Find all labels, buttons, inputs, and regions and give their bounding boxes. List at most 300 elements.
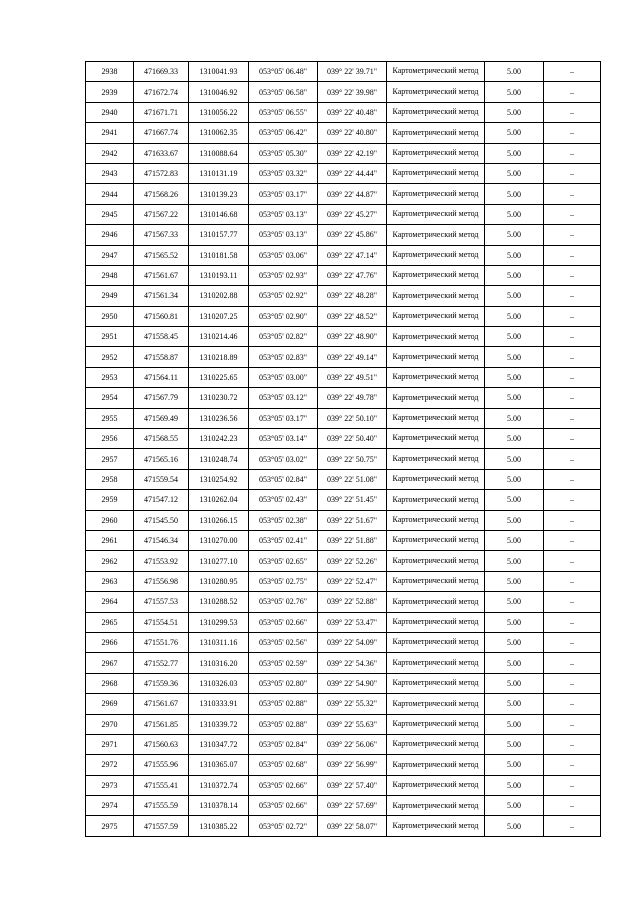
method-cell: Картометрический метод xyxy=(387,408,485,428)
x-coordinate-cell: 471561.85 xyxy=(134,714,189,734)
note-cell: – xyxy=(544,775,601,795)
x-coordinate-cell: 471560.63 xyxy=(134,734,189,754)
y-coordinate-cell: 1310365.07 xyxy=(189,755,249,775)
method-cell: Картометрический метод xyxy=(387,673,485,693)
longitude-cell: 039° 22' 50.40" xyxy=(318,429,387,449)
longitude-cell: 039° 22' 56.06" xyxy=(318,734,387,754)
longitude-cell: 039° 22' 40.48" xyxy=(318,102,387,122)
x-coordinate-cell: 471558.87 xyxy=(134,347,189,367)
accuracy-cell: 5.00 xyxy=(485,694,544,714)
x-coordinate-cell: 471561.34 xyxy=(134,286,189,306)
latitude-cell: 053°05' 06.42" xyxy=(249,123,318,143)
y-coordinate-cell: 1310146.68 xyxy=(189,204,249,224)
note-cell: – xyxy=(544,429,601,449)
accuracy-cell: 5.00 xyxy=(485,265,544,285)
x-coordinate-cell: 471567.79 xyxy=(134,388,189,408)
longitude-cell: 039° 22' 52.26" xyxy=(318,551,387,571)
y-coordinate-cell: 1310131.19 xyxy=(189,163,249,183)
point-number-cell: 2969 xyxy=(86,694,134,714)
longitude-cell: 039° 22' 39.98" xyxy=(318,82,387,102)
y-coordinate-cell: 1310266.15 xyxy=(189,510,249,530)
x-coordinate-cell: 471554.51 xyxy=(134,612,189,632)
longitude-cell: 039° 22' 45.86" xyxy=(318,225,387,245)
latitude-cell: 053°05' 02.92" xyxy=(249,286,318,306)
point-number-cell: 2949 xyxy=(86,286,134,306)
table-row xyxy=(86,796,601,816)
y-coordinate-cell: 1310214.46 xyxy=(189,327,249,347)
longitude-cell: 039° 22' 58.07" xyxy=(318,816,387,836)
accuracy-cell: 5.00 xyxy=(485,225,544,245)
note-cell: – xyxy=(544,796,601,816)
table-row xyxy=(86,571,601,591)
y-coordinate-cell: 1310041.93 xyxy=(189,62,249,82)
note-cell: – xyxy=(544,592,601,612)
point-number-cell: 2952 xyxy=(86,347,134,367)
table-row xyxy=(86,510,601,530)
note-cell: – xyxy=(544,408,601,428)
longitude-cell: 039° 22' 51.45" xyxy=(318,490,387,510)
method-cell: Картометрический метод xyxy=(387,592,485,612)
accuracy-cell: 5.00 xyxy=(485,571,544,591)
x-coordinate-cell: 471555.41 xyxy=(134,775,189,795)
point-number-cell: 2975 xyxy=(86,816,134,836)
longitude-cell: 039° 22' 54.09" xyxy=(318,632,387,652)
method-cell: Картометрический метод xyxy=(387,714,485,734)
note-cell: – xyxy=(544,102,601,122)
accuracy-cell: 5.00 xyxy=(485,388,544,408)
method-cell: Картометрический метод xyxy=(387,469,485,489)
y-coordinate-cell: 1310242.23 xyxy=(189,429,249,449)
longitude-cell: 039° 22' 49.78" xyxy=(318,388,387,408)
latitude-cell: 053°05' 03.17" xyxy=(249,408,318,428)
accuracy-cell: 5.00 xyxy=(485,306,544,326)
note-cell: – xyxy=(544,755,601,775)
x-coordinate-cell: 471561.67 xyxy=(134,694,189,714)
note-cell: – xyxy=(544,367,601,387)
note-cell: – xyxy=(544,327,601,347)
x-coordinate-cell: 471551.76 xyxy=(134,632,189,652)
note-cell: – xyxy=(544,306,601,326)
point-number-cell: 2950 xyxy=(86,306,134,326)
latitude-cell: 053°05' 02.41" xyxy=(249,530,318,550)
table-row xyxy=(86,816,601,836)
note-cell: – xyxy=(544,184,601,204)
longitude-cell: 039° 22' 50.75" xyxy=(318,449,387,469)
latitude-cell: 053°05' 02.88" xyxy=(249,714,318,734)
latitude-cell: 053°05' 02.66" xyxy=(249,612,318,632)
method-cell: Картометрический метод xyxy=(387,551,485,571)
point-number-cell: 2958 xyxy=(86,469,134,489)
point-number-cell: 2938 xyxy=(86,62,134,82)
y-coordinate-cell: 1310339.72 xyxy=(189,714,249,734)
table-row xyxy=(86,225,601,245)
latitude-cell: 053°05' 02.43" xyxy=(249,490,318,510)
method-cell: Картометрический метод xyxy=(387,367,485,387)
method-cell: Картометрический метод xyxy=(387,123,485,143)
method-cell: Картометрический метод xyxy=(387,102,485,122)
y-coordinate-cell: 1310046.92 xyxy=(189,82,249,102)
x-coordinate-cell: 471547.12 xyxy=(134,490,189,510)
x-coordinate-cell: 471555.96 xyxy=(134,755,189,775)
point-number-cell: 2953 xyxy=(86,367,134,387)
longitude-cell: 039° 22' 54.36" xyxy=(318,653,387,673)
y-coordinate-cell: 1310062.35 xyxy=(189,123,249,143)
point-number-cell: 2971 xyxy=(86,734,134,754)
longitude-cell: 039° 22' 40.80" xyxy=(318,123,387,143)
coordinates-table xyxy=(85,61,601,837)
y-coordinate-cell: 1310139.23 xyxy=(189,184,249,204)
method-cell: Картометрический метод xyxy=(387,265,485,285)
x-coordinate-cell: 471552.77 xyxy=(134,653,189,673)
x-coordinate-cell: 471560.81 xyxy=(134,306,189,326)
point-number-cell: 2939 xyxy=(86,82,134,102)
note-cell: – xyxy=(544,816,601,836)
latitude-cell: 053°05' 02.75" xyxy=(249,571,318,591)
accuracy-cell: 5.00 xyxy=(485,734,544,754)
table-row xyxy=(86,490,601,510)
accuracy-cell: 5.00 xyxy=(485,775,544,795)
note-cell: – xyxy=(544,469,601,489)
longitude-cell: 039° 22' 47.14" xyxy=(318,245,387,265)
latitude-cell: 053°05' 03.06" xyxy=(249,245,318,265)
y-coordinate-cell: 1310262.04 xyxy=(189,490,249,510)
longitude-cell: 039° 22' 53.47" xyxy=(318,612,387,632)
note-cell: – xyxy=(544,734,601,754)
x-coordinate-cell: 471572.83 xyxy=(134,163,189,183)
point-number-cell: 2943 xyxy=(86,163,134,183)
note-cell: – xyxy=(544,653,601,673)
point-number-cell: 2970 xyxy=(86,714,134,734)
point-number-cell: 2956 xyxy=(86,429,134,449)
y-coordinate-cell: 1310088.64 xyxy=(189,143,249,163)
accuracy-cell: 5.00 xyxy=(485,367,544,387)
accuracy-cell: 5.00 xyxy=(485,449,544,469)
method-cell: Картометрический метод xyxy=(387,490,485,510)
method-cell: Картометрический метод xyxy=(387,694,485,714)
method-cell: Картометрический метод xyxy=(387,775,485,795)
y-coordinate-cell: 1310225.65 xyxy=(189,367,249,387)
table-row xyxy=(86,204,601,224)
x-coordinate-cell: 471569.49 xyxy=(134,408,189,428)
longitude-cell: 039° 22' 44.44" xyxy=(318,163,387,183)
x-coordinate-cell: 471565.16 xyxy=(134,449,189,469)
latitude-cell: 053°05' 03.13" xyxy=(249,225,318,245)
accuracy-cell: 5.00 xyxy=(485,632,544,652)
x-coordinate-cell: 471567.33 xyxy=(134,225,189,245)
method-cell: Картометрический метод xyxy=(387,530,485,550)
latitude-cell: 053°05' 02.82" xyxy=(249,327,318,347)
longitude-cell: 039° 22' 49.51" xyxy=(318,367,387,387)
note-cell: – xyxy=(544,265,601,285)
method-cell: Картометрический метод xyxy=(387,632,485,652)
x-coordinate-cell: 471546.34 xyxy=(134,530,189,550)
point-number-cell: 2957 xyxy=(86,449,134,469)
method-cell: Картометрический метод xyxy=(387,62,485,82)
method-cell: Картометрический метод xyxy=(387,449,485,469)
y-coordinate-cell: 1310207.25 xyxy=(189,306,249,326)
y-coordinate-cell: 1310385.22 xyxy=(189,816,249,836)
y-coordinate-cell: 1310056.22 xyxy=(189,102,249,122)
table-row xyxy=(86,469,601,489)
x-coordinate-cell: 471553.92 xyxy=(134,551,189,571)
y-coordinate-cell: 1310157.77 xyxy=(189,225,249,245)
x-coordinate-cell: 471545.50 xyxy=(134,510,189,530)
point-number-cell: 2955 xyxy=(86,408,134,428)
x-coordinate-cell: 471559.36 xyxy=(134,673,189,693)
y-coordinate-cell: 1310218.89 xyxy=(189,347,249,367)
point-number-cell: 2972 xyxy=(86,755,134,775)
point-number-cell: 2947 xyxy=(86,245,134,265)
y-coordinate-cell: 1310230.72 xyxy=(189,388,249,408)
latitude-cell: 053°05' 03.13" xyxy=(249,204,318,224)
x-coordinate-cell: 471557.53 xyxy=(134,592,189,612)
accuracy-cell: 5.00 xyxy=(485,82,544,102)
table-row xyxy=(86,388,601,408)
longitude-cell: 039° 22' 57.40" xyxy=(318,775,387,795)
longitude-cell: 039° 22' 55.32" xyxy=(318,694,387,714)
point-number-cell: 2965 xyxy=(86,612,134,632)
note-cell: – xyxy=(544,204,601,224)
method-cell: Картометрический метод xyxy=(387,306,485,326)
longitude-cell: 039° 22' 51.08" xyxy=(318,469,387,489)
table-row xyxy=(86,367,601,387)
y-coordinate-cell: 1310280.95 xyxy=(189,571,249,591)
y-coordinate-cell: 1310202.88 xyxy=(189,286,249,306)
note-cell: – xyxy=(544,694,601,714)
method-cell: Картометрический метод xyxy=(387,755,485,775)
method-cell: Картометрический метод xyxy=(387,388,485,408)
method-cell: Картометрический метод xyxy=(387,163,485,183)
table-row xyxy=(86,62,601,82)
accuracy-cell: 5.00 xyxy=(485,673,544,693)
table-row xyxy=(86,163,601,183)
latitude-cell: 053°05' 02.38" xyxy=(249,510,318,530)
note-cell: – xyxy=(544,490,601,510)
point-number-cell: 2951 xyxy=(86,327,134,347)
method-cell: Картометрический метод xyxy=(387,225,485,245)
method-cell: Картометрический метод xyxy=(387,286,485,306)
point-number-cell: 2959 xyxy=(86,490,134,510)
point-number-cell: 2963 xyxy=(86,571,134,591)
table-row xyxy=(86,694,601,714)
accuracy-cell: 5.00 xyxy=(485,510,544,530)
longitude-cell: 039° 22' 52.47" xyxy=(318,571,387,591)
note-cell: – xyxy=(544,163,601,183)
method-cell: Картометрический метод xyxy=(387,816,485,836)
y-coordinate-cell: 1310254.92 xyxy=(189,469,249,489)
y-coordinate-cell: 1310236.56 xyxy=(189,408,249,428)
accuracy-cell: 5.00 xyxy=(485,184,544,204)
y-coordinate-cell: 1310193.11 xyxy=(189,265,249,285)
table-row xyxy=(86,286,601,306)
longitude-cell: 039° 22' 45.27" xyxy=(318,204,387,224)
point-number-cell: 2945 xyxy=(86,204,134,224)
point-number-cell: 2968 xyxy=(86,673,134,693)
latitude-cell: 053°05' 02.84" xyxy=(249,734,318,754)
latitude-cell: 053°05' 02.66" xyxy=(249,796,318,816)
longitude-cell: 039° 22' 44.87" xyxy=(318,184,387,204)
table-row xyxy=(86,327,601,347)
longitude-cell: 039° 22' 54.90" xyxy=(318,673,387,693)
longitude-cell: 039° 22' 52.88" xyxy=(318,592,387,612)
latitude-cell: 053°05' 02.56" xyxy=(249,632,318,652)
accuracy-cell: 5.00 xyxy=(485,530,544,550)
table-row xyxy=(86,734,601,754)
x-coordinate-cell: 471564.11 xyxy=(134,367,189,387)
accuracy-cell: 5.00 xyxy=(485,612,544,632)
y-coordinate-cell: 1310248.74 xyxy=(189,449,249,469)
note-cell: – xyxy=(544,225,601,245)
longitude-cell: 039° 22' 56.99" xyxy=(318,755,387,775)
x-coordinate-cell: 471672.74 xyxy=(134,82,189,102)
latitude-cell: 053°05' 06.48" xyxy=(249,62,318,82)
x-coordinate-cell: 471558.45 xyxy=(134,327,189,347)
y-coordinate-cell: 1310316.20 xyxy=(189,653,249,673)
latitude-cell: 053°05' 03.12" xyxy=(249,388,318,408)
x-coordinate-cell: 471561.67 xyxy=(134,265,189,285)
method-cell: Картометрический метод xyxy=(387,82,485,102)
point-number-cell: 2962 xyxy=(86,551,134,571)
longitude-cell: 039° 22' 39.71" xyxy=(318,62,387,82)
longitude-cell: 039° 22' 57.69" xyxy=(318,796,387,816)
note-cell: – xyxy=(544,82,601,102)
table-row xyxy=(86,449,601,469)
table-row xyxy=(86,530,601,550)
accuracy-cell: 5.00 xyxy=(485,286,544,306)
accuracy-cell: 5.00 xyxy=(485,816,544,836)
point-number-cell: 2940 xyxy=(86,102,134,122)
method-cell: Картометрический метод xyxy=(387,143,485,163)
x-coordinate-cell: 471565.52 xyxy=(134,245,189,265)
latitude-cell: 053°05' 02.65" xyxy=(249,551,318,571)
table-row xyxy=(86,755,601,775)
latitude-cell: 053°05' 02.68" xyxy=(249,755,318,775)
latitude-cell: 053°05' 02.66" xyxy=(249,775,318,795)
point-number-cell: 2974 xyxy=(86,796,134,816)
point-number-cell: 2944 xyxy=(86,184,134,204)
y-coordinate-cell: 1310288.52 xyxy=(189,592,249,612)
method-cell: Картометрический метод xyxy=(387,734,485,754)
table-row xyxy=(86,245,601,265)
accuracy-cell: 5.00 xyxy=(485,551,544,571)
point-number-cell: 2964 xyxy=(86,592,134,612)
table-row xyxy=(86,612,601,632)
longitude-cell: 039° 22' 51.67" xyxy=(318,510,387,530)
table-row xyxy=(86,775,601,795)
method-cell: Картометрический метод xyxy=(387,184,485,204)
point-number-cell: 2973 xyxy=(86,775,134,795)
table-row xyxy=(86,429,601,449)
method-cell: Картометрический метод xyxy=(387,245,485,265)
latitude-cell: 053°05' 03.32" xyxy=(249,163,318,183)
method-cell: Картометрический метод xyxy=(387,327,485,347)
longitude-cell: 039° 22' 48.52" xyxy=(318,306,387,326)
y-coordinate-cell: 1310326.03 xyxy=(189,673,249,693)
latitude-cell: 053°05' 02.84" xyxy=(249,469,318,489)
y-coordinate-cell: 1310311.16 xyxy=(189,632,249,652)
y-coordinate-cell: 1310378.14 xyxy=(189,796,249,816)
table-row xyxy=(86,347,601,367)
accuracy-cell: 5.00 xyxy=(485,123,544,143)
x-coordinate-cell: 471568.55 xyxy=(134,429,189,449)
y-coordinate-cell: 1310270.00 xyxy=(189,530,249,550)
note-cell: – xyxy=(544,510,601,530)
method-cell: Картометрический метод xyxy=(387,347,485,367)
note-cell: – xyxy=(544,388,601,408)
longitude-cell: 039° 22' 55.63" xyxy=(318,714,387,734)
latitude-cell: 053°05' 02.76" xyxy=(249,592,318,612)
accuracy-cell: 5.00 xyxy=(485,102,544,122)
table-row xyxy=(86,265,601,285)
table-row xyxy=(86,102,601,122)
latitude-cell: 053°05' 03.17" xyxy=(249,184,318,204)
note-cell: – xyxy=(544,347,601,367)
longitude-cell: 039° 22' 47.76" xyxy=(318,265,387,285)
y-coordinate-cell: 1310277.10 xyxy=(189,551,249,571)
method-cell: Картометрический метод xyxy=(387,204,485,224)
latitude-cell: 053°05' 02.90" xyxy=(249,306,318,326)
note-cell: – xyxy=(544,551,601,571)
longitude-cell: 039° 22' 51.88" xyxy=(318,530,387,550)
accuracy-cell: 5.00 xyxy=(485,163,544,183)
method-cell: Картометрический метод xyxy=(387,571,485,591)
y-coordinate-cell: 1310333.91 xyxy=(189,694,249,714)
method-cell: Картометрический метод xyxy=(387,796,485,816)
accuracy-cell: 5.00 xyxy=(485,796,544,816)
x-coordinate-cell: 471555.59 xyxy=(134,796,189,816)
point-number-cell: 2941 xyxy=(86,123,134,143)
note-cell: – xyxy=(544,449,601,469)
x-coordinate-cell: 471671.71 xyxy=(134,102,189,122)
latitude-cell: 053°05' 02.93" xyxy=(249,265,318,285)
table-body xyxy=(86,62,601,837)
point-number-cell: 2960 xyxy=(86,510,134,530)
note-cell: – xyxy=(544,530,601,550)
method-cell: Картометрический метод xyxy=(387,653,485,673)
longitude-cell: 039° 22' 42.19" xyxy=(318,143,387,163)
x-coordinate-cell: 471559.54 xyxy=(134,469,189,489)
x-coordinate-cell: 471556.98 xyxy=(134,571,189,591)
x-coordinate-cell: 471669.33 xyxy=(134,62,189,82)
note-cell: – xyxy=(544,571,601,591)
note-cell: – xyxy=(544,123,601,143)
method-cell: Картометрический метод xyxy=(387,510,485,530)
latitude-cell: 053°05' 02.80" xyxy=(249,673,318,693)
accuracy-cell: 5.00 xyxy=(485,755,544,775)
longitude-cell: 039° 22' 48.28" xyxy=(318,286,387,306)
table-row xyxy=(86,592,601,612)
accuracy-cell: 5.00 xyxy=(485,62,544,82)
latitude-cell: 053°05' 03.02" xyxy=(249,449,318,469)
latitude-cell: 053°05' 06.58" xyxy=(249,82,318,102)
table-row xyxy=(86,306,601,326)
accuracy-cell: 5.00 xyxy=(485,714,544,734)
accuracy-cell: 5.00 xyxy=(485,204,544,224)
x-coordinate-cell: 471567.22 xyxy=(134,204,189,224)
note-cell: – xyxy=(544,62,601,82)
latitude-cell: 053°05' 03.14" xyxy=(249,429,318,449)
latitude-cell: 053°05' 06.55" xyxy=(249,102,318,122)
accuracy-cell: 5.00 xyxy=(485,429,544,449)
point-number-cell: 2967 xyxy=(86,653,134,673)
latitude-cell: 053°05' 02.59" xyxy=(249,653,318,673)
y-coordinate-cell: 1310347.72 xyxy=(189,734,249,754)
table-row xyxy=(86,408,601,428)
note-cell: – xyxy=(544,245,601,265)
accuracy-cell: 5.00 xyxy=(485,143,544,163)
latitude-cell: 053°05' 02.88" xyxy=(249,694,318,714)
accuracy-cell: 5.00 xyxy=(485,245,544,265)
